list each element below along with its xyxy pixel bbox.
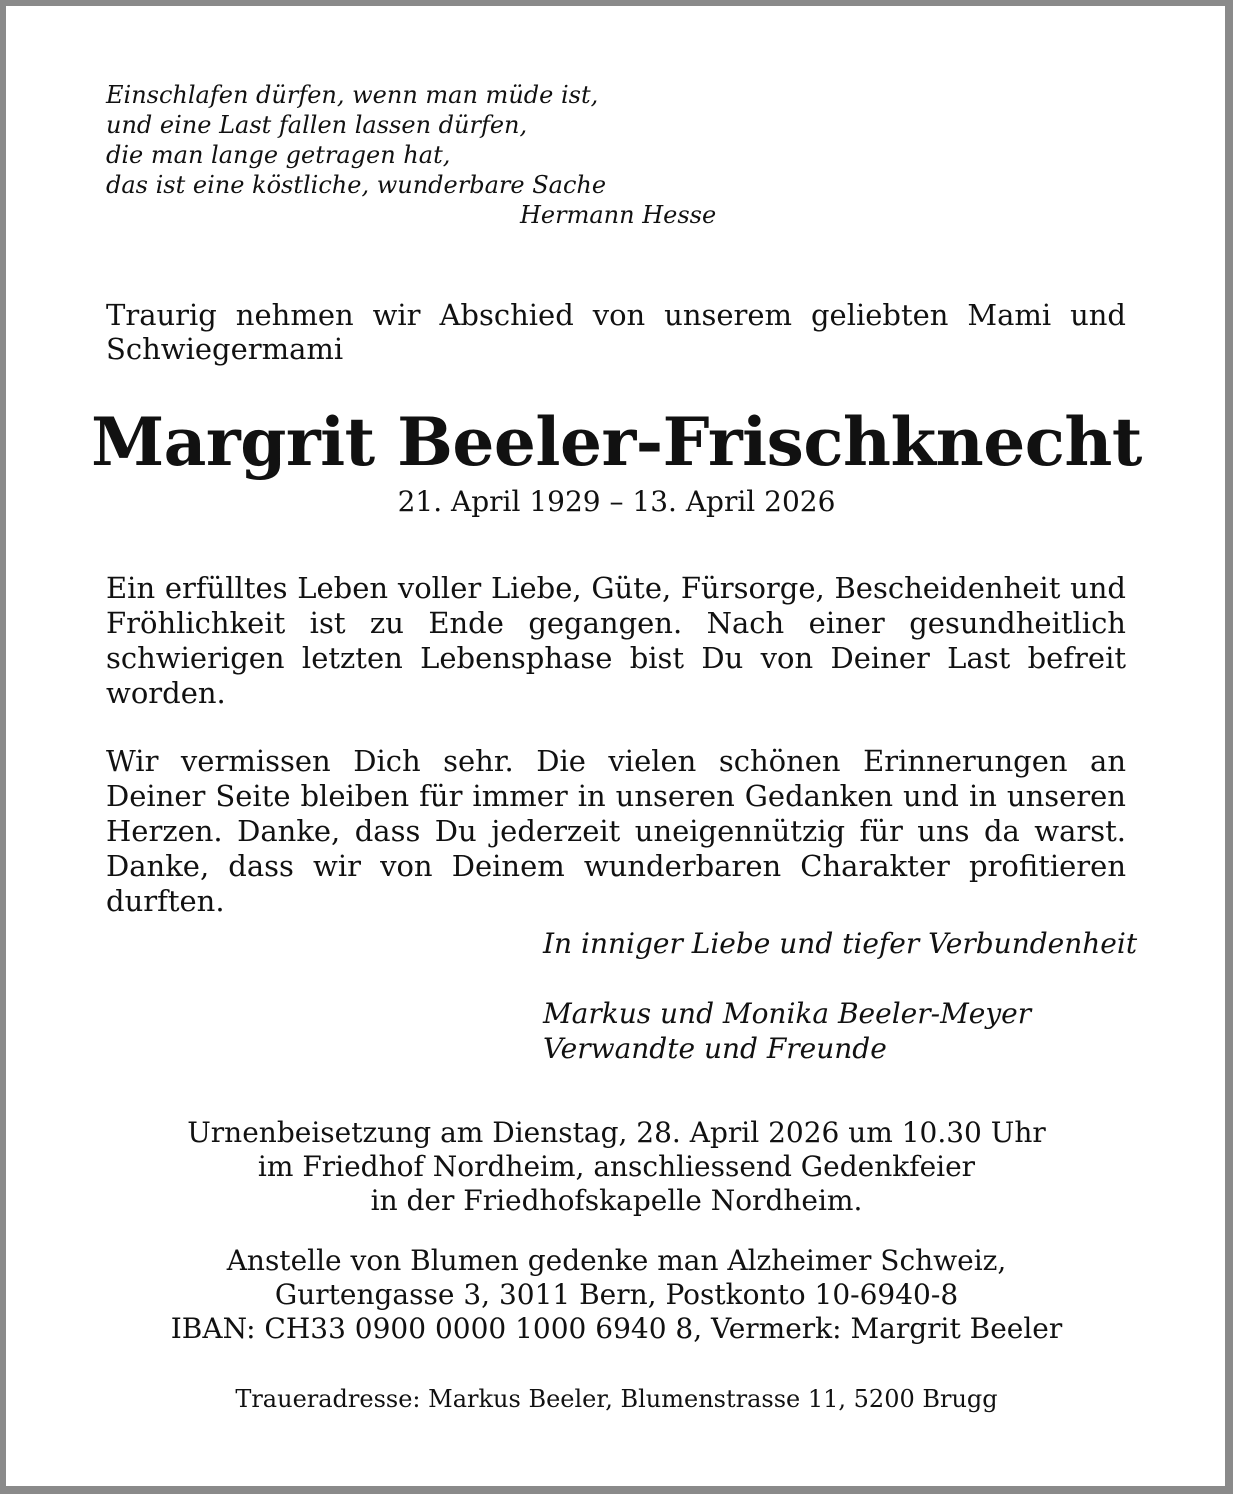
donation-line: Gurtengasse 3, 3011 Bern, Postkonto 10-6940-8 [274,1278,959,1311]
tribute-paragraph: Wir vermissen Dich sehr. Die vielen schönen Erinnerungen an Deiner Seite bleiben für immer in unseren Gedanken und in unseren Herzen. Danke, dass Du jederzeit uneigennützig für uns da warst. Danke, dass wir von Deinem wunderbaren Charakter profitieren durften. [106,744,1126,918]
donation-line: IBAN: CH33 0900 0000 1000 6940 8, Vermerk: Margrit Beeler [170,1312,1063,1345]
deceased-name: Margrit Beeler-Frischknecht [91,403,1142,481]
mourning-address: Traueradresse: Markus Beeler, Blumenstrasse 11, 5200 Brugg [235,1385,998,1413]
closing-dedication: In inniger Liebe und tiefer Verbundenheit [543,927,1138,960]
life-dates: 21. April 1929 – 13. April 2026 [397,485,836,518]
donation-info [0,1244,1233,1346]
burial-line: Urnenbeisetzung am Dienstag, 28. April 2026 um 10.30 Uhr [187,1116,1046,1149]
donation-line: Anstelle von Blumen gedenke man Alzheimer Schweiz, [226,1244,1007,1277]
intro-text: Traurig nehmen wir Abschied von unserem geliebten Mami und Schwiegermami [106,298,1126,366]
poem-line: Einschlafen dürfen, wenn man müde ist, [106,81,599,109]
mourner-line: Markus und Monika Beeler-Meyer [543,997,1032,1030]
burial-info [0,1116,1233,1218]
poem-line: das ist eine köstliche, wunderbare Sache [106,171,607,199]
tribute-paragraph: Ein erfülltes Leben voller Liebe, Güte, Fürsorge, Bescheidenheit und Fröhlichkeit ist zu Ende gegangen. Nach einer gesundheitlich schwierigen letzten Lebensphase bist Du von Deiner Last befreit worden. [106,571,1126,710]
poem-author: Hermann Hesse [520,201,717,229]
burial-line: in der Friedhofskapelle Nordheim. [370,1184,863,1217]
mourner-line: Verwandte und Freunde [543,1032,887,1065]
mourners-list [543,996,1143,1066]
poem-line: und eine Last fallen lassen dürfen, [106,111,528,139]
burial-line: im Friedhof Nordheim, anschliessend Gedenkfeier [257,1150,976,1183]
poem-line: die man lange getragen hat, [106,141,451,169]
poem-quote [106,80,726,229]
